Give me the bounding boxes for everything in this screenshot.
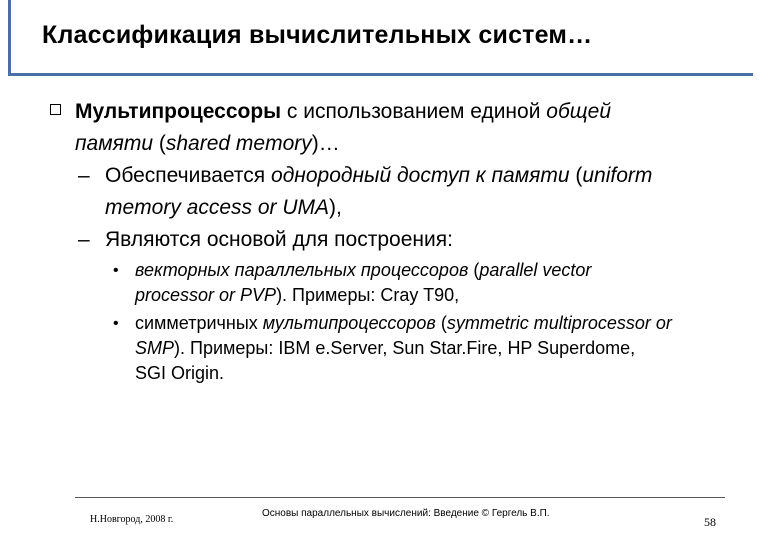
- dash-item-2: Являются основой для построения:: [105, 228, 453, 251]
- text-segment: (: [153, 132, 166, 155]
- footer-course: Основы параллельных вычислений: Введение © Гергель В.П.: [262, 508, 550, 519]
- dash-marker: –: [78, 164, 90, 187]
- text-segment: Обеспечивается: [105, 164, 272, 187]
- title-accent-vertical: [8, 0, 11, 76]
- text-segment: общей: [546, 100, 612, 123]
- sub-item-1-line-2: [135, 283, 459, 308]
- square-bullet-icon: [50, 104, 61, 115]
- text-segment: памяти: [75, 132, 154, 155]
- text-segment: мультипроцессоров: [262, 313, 436, 333]
- text-segment: (: [468, 260, 480, 280]
- text-segment: (: [569, 164, 583, 187]
- text-segment: uniform: [582, 164, 653, 187]
- term-multiprocessors: Мультипроцессоры: [75, 100, 282, 123]
- text-segment: симметричных: [135, 313, 263, 333]
- text-segment: (: [435, 313, 447, 333]
- text-segment: symmetric multiprocessor or: [446, 313, 672, 333]
- text-segment: SMP: [135, 338, 175, 358]
- footer-location: Н.Новгород, 2008 г.: [90, 514, 174, 525]
- text-segment: однородный доступ к памяти: [271, 164, 570, 187]
- sub-item-2-line-3: SGI Origin.: [135, 363, 225, 383]
- dash-item-1-line-2: [105, 192, 342, 224]
- text-segment: processor or PVP: [135, 285, 277, 305]
- main-bullet-line-2: [75, 128, 340, 160]
- dash-marker: –: [78, 228, 90, 251]
- dash-item-1-line-1: [105, 160, 652, 192]
- sub-item-2-line-1: [135, 311, 672, 336]
- text-segment: )…: [311, 132, 340, 155]
- slide-title: Классификация вычислительных систем…: [42, 21, 593, 49]
- footer-divider: [75, 497, 725, 498]
- main-bullet-line-1: [75, 96, 611, 128]
- text-segment: ). Примеры: Cray T90,: [276, 285, 460, 305]
- page-number: 58: [704, 515, 716, 529]
- text-segment: memory access or UMA: [105, 196, 330, 219]
- text-segment: parallel vector: [479, 260, 592, 280]
- title-underline: [8, 73, 753, 76]
- text-segment: ),: [329, 196, 342, 219]
- text-segment: векторных параллельных процессоров: [135, 260, 469, 280]
- dot-bullet: •: [113, 262, 119, 279]
- text-segment: ). Примеры: IBM e.Server, Sun Star.Fire, HP Superdome,: [174, 338, 636, 358]
- dot-bullet: •: [113, 315, 119, 332]
- text-segment: с использованием единой: [281, 100, 547, 123]
- sub-item-2-line-2: [135, 336, 635, 361]
- text-segment: shared memory: [165, 132, 312, 155]
- sub-item-1-line-1: [135, 258, 591, 283]
